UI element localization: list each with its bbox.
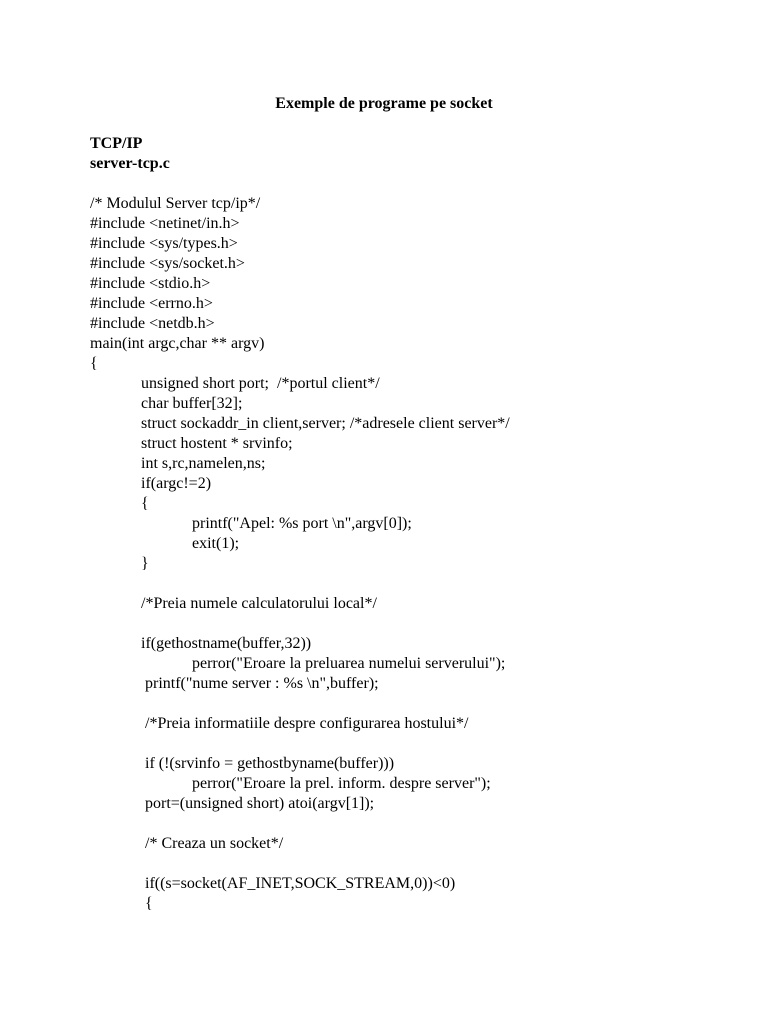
code-line: port=(unsigned short) atoi(argv[1]); bbox=[145, 795, 375, 812]
code-line: { bbox=[141, 495, 149, 512]
code-line: { bbox=[145, 895, 153, 912]
code-line: } bbox=[141, 555, 149, 572]
code-line: if (!(srvinfo = gethostbyname(buffer))) bbox=[145, 755, 395, 772]
code-comment: /* Creaza un socket*/ bbox=[145, 835, 284, 852]
code-line: if(argc!=2) bbox=[141, 475, 212, 492]
code-comment: /*Preia numele calculatorului local*/ bbox=[141, 595, 377, 612]
code-line: if((s=socket(AF_INET,SOCK_STREAM,0))<0) bbox=[145, 875, 456, 892]
section-heading: TCP/IP bbox=[90, 135, 143, 152]
code-line: perror("Eroare la preluarea numelui serverului"); bbox=[192, 655, 506, 672]
code-line: char buffer[32]; bbox=[141, 395, 243, 412]
code-line: { bbox=[90, 355, 98, 372]
code-line: #include <stdio.h> bbox=[90, 275, 211, 292]
code-comment: /*Preia informatiile despre configurarea hostului*/ bbox=[145, 715, 469, 732]
code-line: unsigned short port; /*portul client*/ bbox=[141, 375, 380, 392]
code-line: struct sockaddr_in client,server; /*adresele client server*/ bbox=[141, 415, 510, 432]
file-heading: server-tcp.c bbox=[90, 155, 170, 172]
code-line: if(gethostname(buffer,32)) bbox=[141, 635, 312, 652]
code-line: int s,rc,namelen,ns; bbox=[141, 455, 266, 472]
code-line: /* Modulul Server tcp/ip*/ bbox=[90, 195, 261, 212]
code-line: #include <sys/types.h> bbox=[90, 235, 238, 252]
code-line: perror("Eroare la prel. inform. despre server"); bbox=[192, 775, 491, 792]
document-title: Exemple de programe pe socket bbox=[275, 95, 493, 112]
code-line: main(int argc,char ** argv) bbox=[90, 335, 265, 352]
code-line: #include <netinet/in.h> bbox=[90, 215, 240, 232]
code-line: exit(1); bbox=[192, 535, 240, 552]
code-line: #include <sys/socket.h> bbox=[90, 255, 245, 272]
code-line: struct hostent * srvinfo; bbox=[141, 435, 293, 452]
code-line: printf("Apel: %s port \n",argv[0]); bbox=[192, 515, 412, 532]
code-line: printf("nume server : %s \n",buffer); bbox=[145, 675, 379, 692]
code-line: #include <errno.h> bbox=[90, 295, 213, 312]
code-line: #include <netdb.h> bbox=[90, 315, 215, 332]
